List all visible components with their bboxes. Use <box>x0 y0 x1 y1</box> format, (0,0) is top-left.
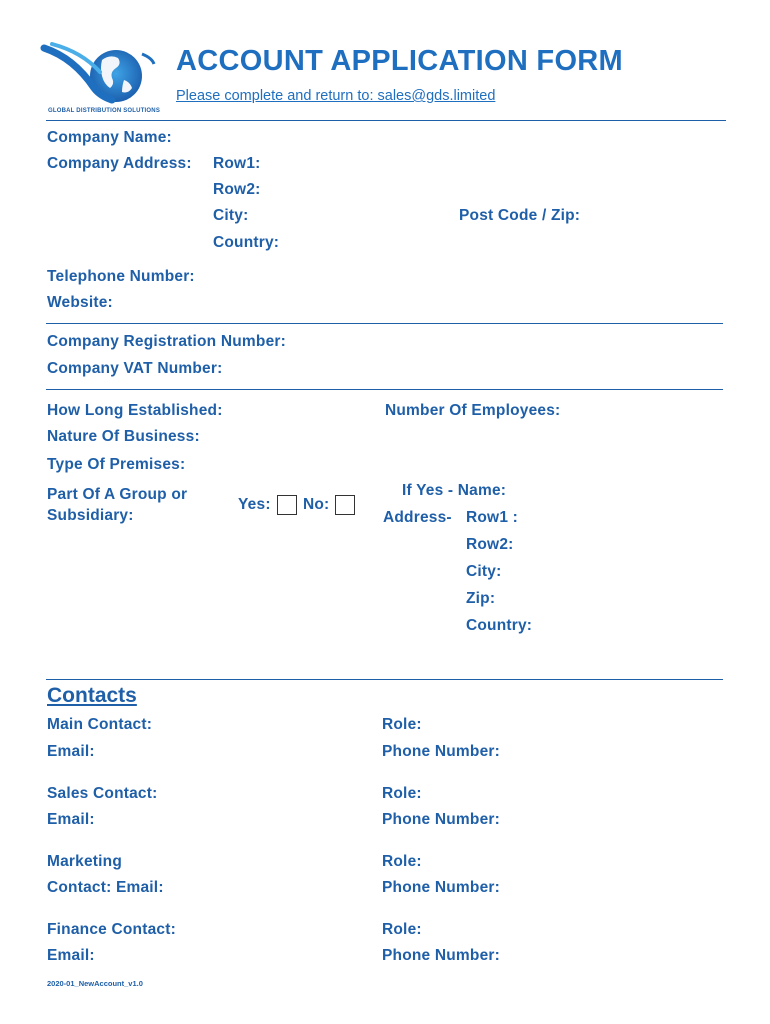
group-zip-label: Zip: <box>466 590 496 607</box>
sales-contact-label: Sales Contact: <box>47 785 158 802</box>
main-contact-role-label: Role: <box>382 716 422 733</box>
main-contact-email-label: Email: <box>47 743 95 760</box>
employees-label: Number Of Employees: <box>385 402 561 419</box>
marketing-contact-phone-label: Phone Number: <box>382 879 500 896</box>
established-label: How Long Established: <box>47 402 223 419</box>
no-checkbox[interactable] <box>335 495 355 515</box>
yes-checkbox[interactable] <box>277 495 297 515</box>
company-name-label: Company Name: <box>47 129 172 146</box>
finance-contact-label: Finance Contact: <box>47 921 176 938</box>
registration-number-label: Company Registration Number: <box>47 333 286 350</box>
nature-label: Nature Of Business: <box>47 428 200 445</box>
logo-caption: GLOBAL DISTRIBUTION SOLUTIONS <box>48 108 161 114</box>
header-divider <box>46 120 726 121</box>
no-label: No: <box>303 496 330 513</box>
group-row1-label: Row1 : <box>466 509 519 526</box>
finance-contact-role-label: Role: <box>382 921 422 938</box>
finance-contact-email-label: Email: <box>47 947 95 964</box>
marketing-contact-email-label: Contact: Email: <box>47 879 164 896</box>
form-version: 2020-01_NewAccount_v1.0 <box>47 979 143 988</box>
group-label-line2: Subsidiary: <box>47 507 134 524</box>
group-city-label: City: <box>466 563 502 580</box>
group-name-label: If Yes - Name: <box>402 482 507 499</box>
premises-label: Type Of Premises: <box>47 456 186 473</box>
main-contact-phone-label: Phone Number: <box>382 743 500 760</box>
address-country-label: Country: <box>213 234 280 251</box>
section-divider-3 <box>46 679 723 680</box>
company-logo <box>38 40 161 115</box>
group-country-label: Country: <box>466 617 533 634</box>
sales-contact-phone-label: Phone Number: <box>382 811 500 828</box>
section-divider-1 <box>46 323 723 324</box>
vat-number-label: Company VAT Number: <box>47 360 223 377</box>
group-row2-label: Row2: <box>466 536 514 553</box>
group-address-label: Address- <box>383 509 452 526</box>
page-title: ACCOUNT APPLICATION FORM <box>176 45 623 77</box>
address-city-label: City: <box>213 207 249 224</box>
telephone-label: Telephone Number: <box>47 268 195 285</box>
globe-logo-icon <box>38 40 158 104</box>
contacts-heading: Contacts <box>47 684 137 707</box>
address-row1-label: Row1: <box>213 155 261 172</box>
finance-contact-phone-label: Phone Number: <box>382 947 500 964</box>
return-instructions: Please complete and return to: sales@gds.limited <box>176 88 496 104</box>
marketing-contact-label: Marketing <box>47 853 123 870</box>
group-label-line1: Part Of A Group or <box>47 486 188 503</box>
company-address-label: Company Address: <box>47 155 192 172</box>
postcode-label: Post Code / Zip: <box>459 207 581 224</box>
sales-contact-role-label: Role: <box>382 785 422 802</box>
sales-contact-email-label: Email: <box>47 811 95 828</box>
address-row2-label: Row2: <box>213 181 261 198</box>
main-contact-label: Main Contact: <box>47 716 153 733</box>
section-divider-2 <box>46 389 723 390</box>
website-label: Website: <box>47 294 113 311</box>
marketing-contact-role-label: Role: <box>382 853 422 870</box>
yes-label: Yes: <box>238 496 271 513</box>
